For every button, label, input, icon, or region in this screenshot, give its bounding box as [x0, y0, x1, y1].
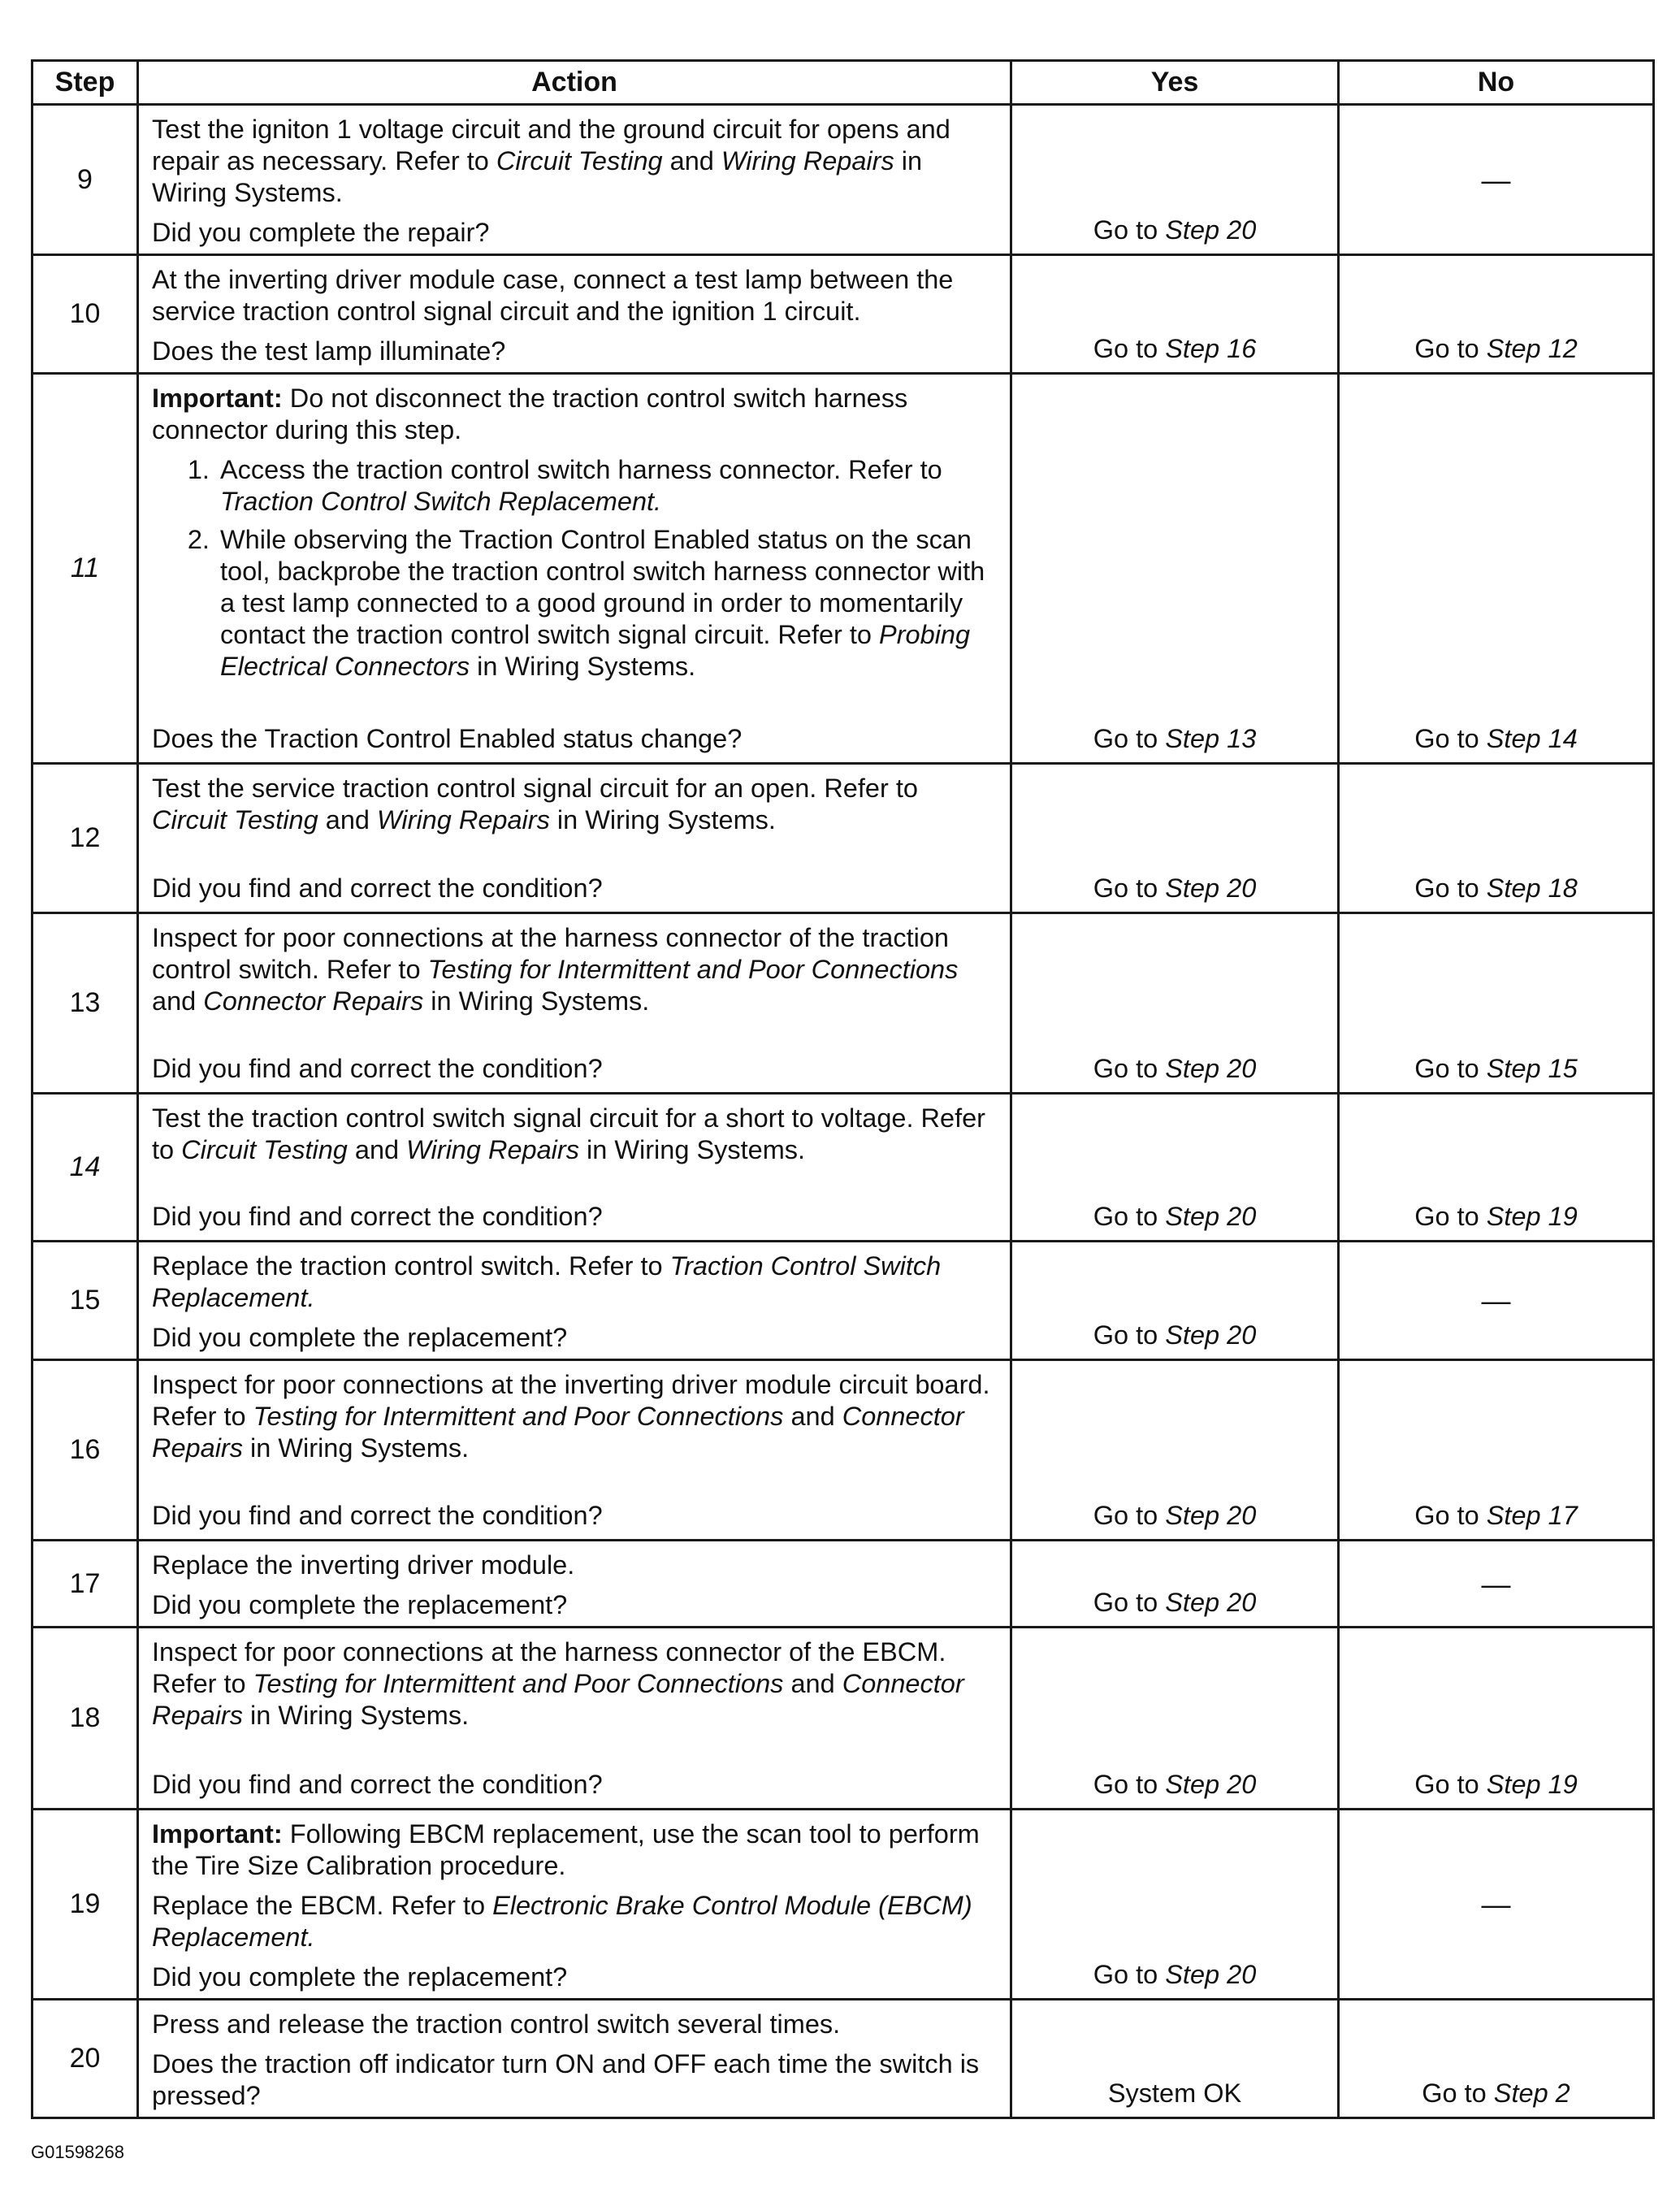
text-segment: and: [152, 986, 204, 1016]
text-segment: While observing the Traction Control Enabled status on the scan tool, backprobe the traction control switch harness connector with a test lamp connected to a good ground in order to momentarily contact the traction control switch signal circuit. Refer to: [220, 525, 985, 649]
yes-goto-prefix: Go to: [1093, 1501, 1166, 1530]
step-row: [32, 1628, 1654, 1810]
instruction-paragraph: [152, 773, 998, 836]
no-outcome: [1339, 1810, 1654, 2000]
action-instructions: [152, 1628, 998, 1769]
action-cell: [138, 1242, 1011, 1360]
question-text: Did you find and correct the condition?: [152, 873, 603, 903]
instruction-list-item: [217, 454, 998, 518]
yes-outcome: [1011, 1094, 1339, 1242]
text-segment: Test the igniton 1 voltage circuit and the ground circuit for opens and repair as necessary. Refer to: [152, 115, 950, 176]
step-row: [32, 255, 1654, 374]
action-cell: [138, 255, 1011, 374]
no-goto-prefix: Go to: [1422, 2078, 1494, 2108]
step-row: [32, 1810, 1654, 2000]
action-cell: [138, 1360, 1011, 1541]
step-question: [152, 1322, 998, 1359]
reference-title: Traction Control Switch Replacement.: [152, 1251, 942, 1312]
step-question: [152, 873, 998, 909]
action-instructions: [152, 106, 998, 217]
step-row: [32, 1360, 1654, 1541]
instruction-paragraph: [152, 1369, 998, 1464]
yes-outcome: [1011, 1541, 1339, 1628]
text-segment: in Wiring Systems.: [549, 805, 776, 834]
yes-goto-prefix: Go to: [1093, 1320, 1166, 1350]
action-instructions: [152, 1094, 998, 1201]
step-number: 12: [32, 764, 138, 913]
action-cell: [138, 1810, 1011, 2000]
yes-outcome: [1011, 1628, 1339, 1810]
instruction-paragraph: [152, 1103, 998, 1166]
action-cell: [138, 105, 1011, 255]
text-segment: in Wiring Systems.: [243, 1433, 470, 1463]
yes-outcome: [1011, 1242, 1339, 1360]
no-outcome: [1339, 255, 1654, 374]
action-content: [152, 765, 998, 909]
instruction-paragraph: [152, 1251, 998, 1314]
instruction-paragraph: [152, 383, 998, 446]
yes-goto-prefix: Go to: [1093, 873, 1166, 903]
text-segment: Do not disconnect the traction control switch harness connector during this step.: [152, 384, 908, 444]
step-question: [152, 217, 998, 254]
no-outcome: [1339, 1541, 1654, 1628]
instruction-paragraph: [152, 114, 998, 209]
action-instructions: [152, 1541, 998, 1589]
step-number: 14: [32, 1094, 138, 1242]
no-outcome: [1339, 1628, 1654, 1810]
question-text: Did you complete the replacement?: [152, 1962, 568, 1992]
question-text: Did you find and correct the condition?: [152, 1501, 603, 1530]
step-question: [152, 2048, 998, 2117]
not-applicable-dash: —: [1481, 1888, 1511, 1921]
no-outcome: [1339, 913, 1654, 1094]
no-step-reference: Step 14: [1486, 724, 1578, 753]
yes-step-reference: Step 20: [1165, 1054, 1257, 1083]
step-question: [152, 1589, 998, 1626]
no-outcome: [1339, 105, 1654, 255]
yes-step-reference: Step 20: [1165, 1588, 1257, 1617]
instruction-paragraph: [152, 1890, 998, 1953]
action-cell: [138, 1094, 1011, 1242]
reference-title: Circuit Testing: [496, 146, 663, 176]
action-content: [152, 1094, 998, 1238]
no-step-reference: Step 19: [1486, 1202, 1578, 1231]
step-question: [152, 1500, 998, 1537]
text-segment: Inspect for poor connections at the harness connector of the traction control switch. Refer to: [152, 923, 949, 984]
action-instructions: [152, 914, 998, 1053]
step-row: [32, 1094, 1654, 1242]
yes-goto-prefix: Go to: [1093, 724, 1166, 753]
reference-title: Electronic Brake Control Module (EBCM) Replacement.: [152, 1891, 972, 1952]
step-number: 15: [32, 1242, 138, 1360]
instruction-paragraph: [152, 922, 998, 1017]
column-header-no: No: [1339, 61, 1654, 105]
action-instructions: [152, 1242, 998, 1322]
text-segment: At the inverting driver module case, connect a test lamp between the service traction control signal circuit and the ignition 1 circuit.: [152, 265, 954, 326]
yes-goto-prefix: Go to: [1093, 334, 1166, 363]
step-question: [152, 1053, 998, 1090]
reference-title: Testing for Intermittent and Poor Connections: [427, 955, 959, 984]
yes-outcome: [1011, 374, 1339, 764]
text-segment: and: [347, 1135, 407, 1164]
action-instructions: [152, 375, 998, 723]
no-goto-prefix: Go to: [1414, 873, 1487, 903]
question-text: Did you complete the repair?: [152, 218, 490, 247]
text-segment: Inspect for poor connections at the harness connector of the EBCM. Refer to: [152, 1637, 946, 1698]
yes-outcome: [1011, 764, 1339, 913]
reference-title: Testing for Intermittent and Poor Connections: [253, 1402, 784, 1431]
step-question: [152, 1201, 998, 1238]
yes-result: System OK: [1107, 2078, 1242, 2108]
question-text: Did you complete the replacement?: [152, 1590, 568, 1619]
step-question: [152, 1961, 998, 1998]
not-applicable-dash: —: [1481, 1284, 1511, 1317]
no-step-reference: Step 15: [1486, 1054, 1578, 1083]
step-number: 20: [32, 2000, 138, 2118]
question-text: Does the traction off indicator turn ON and OFF each time the switch is pressed?: [152, 2049, 980, 2110]
no-outcome: [1339, 764, 1654, 913]
no-step-reference: Step 18: [1486, 873, 1578, 903]
text-segment: and: [662, 146, 721, 176]
text-segment: in Wiring Systems.: [470, 652, 696, 681]
action-instructions: [152, 1361, 998, 1500]
not-applicable-dash: —: [1481, 163, 1511, 197]
column-header-yes: Yes: [1011, 61, 1339, 105]
step-row: [32, 105, 1654, 255]
yes-goto-prefix: Go to: [1093, 1202, 1166, 1231]
instruction-paragraph: [152, 1550, 998, 1581]
step-question: [152, 1769, 998, 1805]
instruction-paragraph: [152, 2009, 998, 2040]
action-content: [152, 1361, 998, 1537]
no-step-reference: Step 2: [1493, 2078, 1570, 2108]
step-number: 9: [32, 105, 138, 255]
reference-title: Wiring Repairs: [377, 805, 550, 834]
no-goto-prefix: Go to: [1414, 1770, 1487, 1799]
instruction-paragraph: [152, 1636, 998, 1732]
yes-outcome: [1011, 913, 1339, 1094]
question-text: Did you find and correct the condition?: [152, 1202, 603, 1231]
no-outcome: [1339, 2000, 1654, 2118]
text-segment: Replace the inverting driver module.: [152, 1550, 575, 1580]
text-segment: Press and release the traction control switch several times.: [152, 2009, 841, 2039]
reference-title: Circuit Testing: [181, 1135, 348, 1164]
question-text: Did you complete the replacement?: [152, 1323, 568, 1352]
step-number: 17: [32, 1541, 138, 1628]
yes-outcome: [1011, 1360, 1339, 1541]
step-number: 13: [32, 913, 138, 1094]
action-cell: [138, 2000, 1011, 2118]
yes-step-reference: Step 20: [1165, 1770, 1257, 1799]
question-text: Does the Traction Control Enabled status change?: [152, 724, 743, 753]
action-content: [152, 375, 998, 760]
no-step-reference: Step 12: [1486, 334, 1578, 363]
action-content: [152, 2000, 998, 2117]
table-body: [32, 105, 1654, 2118]
no-outcome: [1339, 1242, 1654, 1360]
action-cell: [138, 374, 1011, 764]
no-goto-prefix: Go to: [1414, 334, 1487, 363]
instruction-list-item: [217, 524, 998, 683]
text-segment: in Wiring Systems.: [423, 986, 650, 1016]
text-segment: Test the traction control switch signal circuit for a short to voltage. Refer to: [152, 1103, 986, 1164]
question-text: Did you find and correct the condition?: [152, 1054, 603, 1083]
step-number: 18: [32, 1628, 138, 1810]
no-outcome: [1339, 374, 1654, 764]
step-question: [152, 336, 998, 372]
yes-outcome: [1011, 2000, 1339, 2118]
step-number: 10: [32, 255, 138, 374]
diagnostic-steps-table: [31, 59, 1655, 2119]
step-row: [32, 913, 1654, 1094]
text-segment: Following EBCM replacement, use the scan tool to perform the Tire Size Calibration procedure.: [152, 1819, 980, 1880]
action-content: [152, 106, 998, 254]
column-header-step: Step: [32, 61, 138, 105]
text-segment: and: [318, 805, 378, 834]
step-row: [32, 1541, 1654, 1628]
yes-goto-prefix: Go to: [1093, 1960, 1166, 1989]
action-cell: [138, 1628, 1011, 1810]
action-content: [152, 1810, 998, 1998]
figure-id: G01598268: [31, 2142, 124, 2162]
step-question: [152, 723, 998, 760]
step-row: [32, 764, 1654, 913]
text-segment: Access the traction control switch harness connector. Refer to: [220, 455, 942, 484]
not-applicable-dash: —: [1481, 1567, 1511, 1601]
instruction-paragraph: [152, 1818, 998, 1882]
text-segment: and: [783, 1402, 842, 1431]
text-segment: in Wiring Systems.: [578, 1135, 806, 1164]
step-number: 19: [32, 1810, 138, 2000]
yes-step-reference: Step 20: [1165, 1960, 1257, 1989]
no-goto-prefix: Go to: [1414, 1202, 1487, 1231]
yes-outcome: [1011, 105, 1339, 255]
text-segment: and: [783, 1669, 842, 1698]
instruction-paragraph: [152, 264, 998, 327]
no-goto-prefix: Go to: [1414, 1054, 1487, 1083]
yes-outcome: [1011, 255, 1339, 374]
action-cell: [138, 913, 1011, 1094]
reference-title: Probing Electrical Connectors: [220, 620, 971, 681]
action-content: [152, 1628, 998, 1805]
action-content: [152, 914, 998, 1090]
no-goto-prefix: Go to: [1414, 724, 1487, 753]
no-outcome: [1339, 1360, 1654, 1541]
action-cell: [138, 764, 1011, 913]
yes-step-reference: Step 16: [1165, 334, 1257, 363]
yes-step-reference: Step 20: [1165, 1501, 1257, 1530]
question-text: Does the test lamp illuminate?: [152, 336, 506, 366]
reference-title: Connector Repairs: [203, 986, 424, 1016]
no-goto-prefix: Go to: [1414, 1501, 1487, 1530]
text-segment: in Wiring Systems.: [152, 146, 923, 207]
action-content: [152, 1541, 998, 1626]
table-header-row: [32, 61, 1654, 105]
text-segment: Replace the EBCM. Refer to: [152, 1891, 493, 1920]
yes-step-reference: Step 20: [1165, 1202, 1257, 1231]
reference-title: Traction Control Switch Replacement.: [220, 487, 662, 516]
yes-goto-prefix: Go to: [1093, 215, 1166, 245]
text-segment: Inspect for poor connections at the inverting driver module circuit board. Refer to: [152, 1370, 990, 1431]
step-row: [32, 374, 1654, 764]
reference-title: Connector Repairs: [152, 1402, 964, 1463]
yes-outcome: [1011, 1810, 1339, 2000]
yes-step-reference: Step 20: [1165, 215, 1257, 245]
step-number: 11: [32, 374, 138, 764]
action-cell: [138, 1541, 1011, 1628]
question-text: Did you find and correct the condition?: [152, 1770, 603, 1799]
action-content: [152, 256, 998, 372]
action-instructions: [152, 1810, 998, 1961]
column-header-action: Action: [138, 61, 1011, 105]
action-instructions: [152, 2000, 998, 2048]
yes-goto-prefix: Go to: [1093, 1054, 1166, 1083]
text-segment: in Wiring Systems.: [243, 1701, 470, 1730]
reference-title: Wiring Repairs: [406, 1135, 579, 1164]
yes-step-reference: Step 20: [1165, 873, 1257, 903]
no-outcome: [1339, 1094, 1654, 1242]
reference-title: Connector Repairs: [152, 1669, 964, 1730]
yes-goto-prefix: Go to: [1093, 1588, 1166, 1617]
important-label: Important:: [152, 1819, 283, 1849]
action-content: [152, 1242, 998, 1359]
yes-step-reference: Step 20: [1165, 1320, 1257, 1350]
action-instructions: [152, 256, 998, 336]
step-row: [32, 1242, 1654, 1360]
instruction-list: [152, 454, 998, 683]
text-segment: Test the service traction control signal circuit for an open. Refer to: [152, 774, 918, 803]
step-number: 16: [32, 1360, 138, 1541]
text-segment: Replace the traction control switch. Refer to: [152, 1251, 670, 1281]
no-step-reference: Step 19: [1486, 1770, 1578, 1799]
reference-title: Testing for Intermittent and Poor Connections: [253, 1669, 784, 1698]
reference-title: Circuit Testing: [152, 805, 318, 834]
step-row: [32, 2000, 1654, 2118]
no-step-reference: Step 17: [1486, 1501, 1578, 1530]
yes-goto-prefix: Go to: [1093, 1770, 1166, 1799]
reference-title: Wiring Repairs: [721, 146, 894, 176]
yes-step-reference: Step 13: [1165, 724, 1257, 753]
action-instructions: [152, 765, 998, 873]
important-label: Important:: [152, 384, 283, 413]
